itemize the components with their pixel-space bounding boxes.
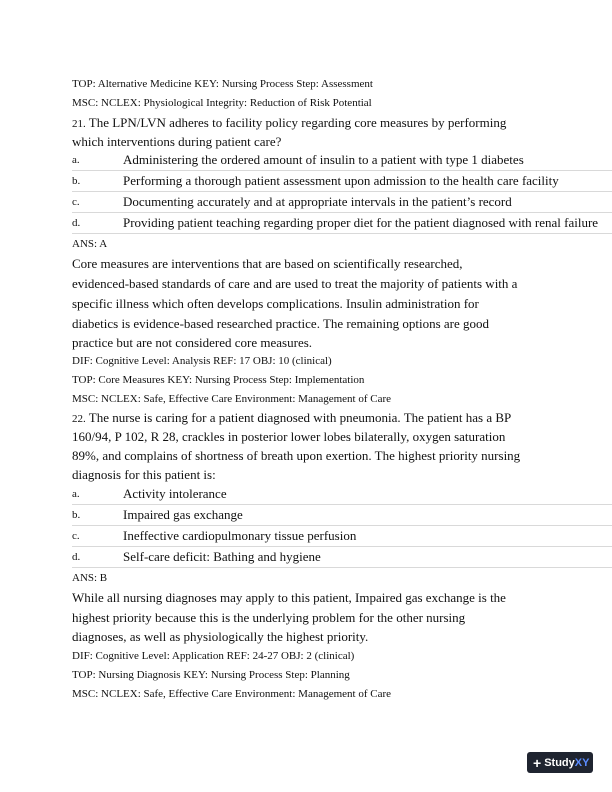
option-row-22d xyxy=(72,547,612,568)
option-letter: d. xyxy=(72,217,81,229)
option-text: Activity intolerance xyxy=(123,486,227,501)
rationale-21-line-4: diabetics is evidence-based researched practice. The remaining options are good xyxy=(72,316,490,331)
question-22-stem-line-4: diagnosis for this patient is: xyxy=(72,467,216,482)
option-row-22b xyxy=(72,505,612,526)
rationale-21-line-5: practice but are not considered core measures. xyxy=(72,335,313,350)
option-text: Ineffective cardiopulmonary tissue perfusion xyxy=(123,528,357,543)
rationale-22-line-1: While all nursing diagnoses may apply to this patient, Impaired gas exchange is the xyxy=(72,590,506,605)
option-row-21d xyxy=(72,213,612,234)
question-number: 21. xyxy=(72,118,86,130)
meta-21-top: TOP: Core Measures KEY: Nursing Process Step: Implementation xyxy=(72,374,365,386)
question-22-stem-line-2: 160/94, P 102, R 28, crackles in posterior lower lobes bilaterally, oxygen saturation xyxy=(72,429,506,444)
option-row-21c xyxy=(72,192,612,213)
question-stem-text: The LPN/LVN adheres to facility policy regarding core measures by performing xyxy=(88,115,507,130)
option-letter: c. xyxy=(72,530,80,542)
option-text: Administering the ordered amount of insulin to a patient with type 1 diabetes xyxy=(123,152,524,167)
rationale-22-line-2: highest priority because this is the underlying problem for the other nursing xyxy=(72,610,466,625)
option-letter: a. xyxy=(72,488,80,500)
option-row-21b xyxy=(72,171,612,192)
option-letter: a. xyxy=(72,154,80,166)
plus-icon: + xyxy=(533,754,542,771)
rationale-22-line-3: diagnoses, as well as physiologically the highest priority. xyxy=(72,629,369,644)
option-row-21a xyxy=(72,150,612,171)
meta-22-top: TOP: Nursing Diagnosis KEY: Nursing Process Step: Planning xyxy=(72,669,350,681)
meta-21-msc: MSC: NCLEX: Safe, Effective Care Environment: Management of Care xyxy=(72,393,392,405)
msc-line: MSC: NCLEX: Physiological Integrity: Reduction of Risk Potential xyxy=(72,97,372,109)
brand-study: Study xyxy=(544,756,575,769)
answer-22: ANS: B xyxy=(72,572,108,584)
question-22-stem-line-3: 89%, and complains of shortness of breath upon exertion. The highest priority nursing xyxy=(72,448,521,463)
option-text: Self-care deficit: Bathing and hygiene xyxy=(123,549,321,564)
option-row-22c xyxy=(72,526,612,547)
option-letter: d. xyxy=(72,551,81,563)
question-21-stem-line-2: which interventions during patient care? xyxy=(72,134,282,149)
option-row-22a xyxy=(72,484,612,505)
meta-22-msc: MSC: NCLEX: Safe, Effective Care Environment: Management of Care xyxy=(72,688,392,700)
question-22-stem-line-1 xyxy=(72,410,511,426)
meta-21-dif: DIF: Cognitive Level: Analysis REF: 17 OBJ: 10 (clinical) xyxy=(72,355,332,367)
rationale-21-line-3: specific illness which often develops complications. Insulin administration for xyxy=(72,296,479,311)
brand-xy: XY xyxy=(574,756,590,769)
rationale-21-line-1: Core measures are interventions that are based on scientifically researched, xyxy=(72,256,463,271)
meta-22-dif: DIF: Cognitive Level: Application REF: 24-27 OBJ: 2 (clinical) xyxy=(72,650,355,662)
question-21-stem-line-1 xyxy=(72,115,506,131)
topic-line: TOP: Alternative Medicine KEY: Nursing Process Step: Assessment xyxy=(72,78,373,90)
option-letter: c. xyxy=(72,196,80,208)
answer-21: ANS: A xyxy=(72,238,108,250)
studyxy-badge[interactable] xyxy=(527,752,593,773)
option-letter: b. xyxy=(72,175,81,187)
option-text: Performing a thorough patient assessment upon admission to the health care facility xyxy=(123,173,559,188)
option-text: Impaired gas exchange xyxy=(123,507,243,522)
rationale-21-line-2: evidenced-based standards of care and are used to treat the majority of patients with a xyxy=(72,276,518,291)
option-letter: b. xyxy=(72,509,81,521)
question-stem-text: The nurse is caring for a patient diagnosed with pneumonia. The patient has a BP xyxy=(88,410,512,425)
option-text: Documenting accurately and at appropriate intervals in the patient’s record xyxy=(123,194,512,209)
question-number: 22. xyxy=(72,413,86,425)
option-text: Providing patient teaching regarding proper diet for the patient diagnosed with renal failure xyxy=(123,215,599,230)
